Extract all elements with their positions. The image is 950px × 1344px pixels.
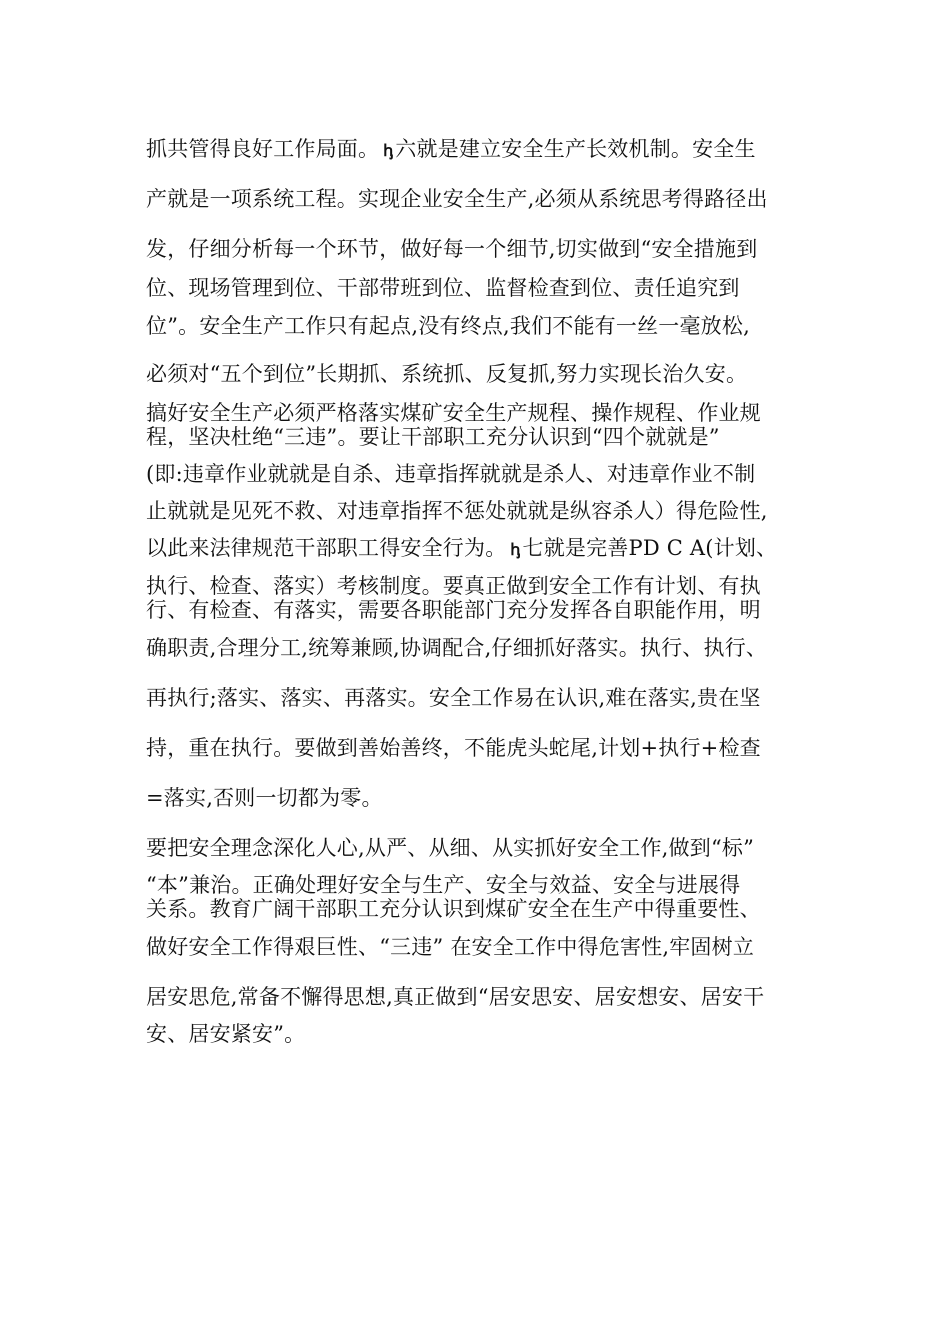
text-line: 位”。安全生产工作只有起点,没有终点,我们不能有一丝一毫放松, [146, 314, 750, 338]
text-line: 行、有检查、有落实，需要各职能部门充分发挥各自职能作用，明 [146, 598, 761, 622]
text-line: 做好安全工作得艰巨性、“三违” 在安全工作中得危害性,牢固树立 [146, 935, 755, 959]
text-line: “本”兼治。正确处理好安全与生产、安全与效益、安全与进展得 [146, 873, 741, 897]
text-line: =落实,否则一切都为零。 [146, 786, 383, 810]
line-text: 六就是建立安全生产长效机制。安全生 [395, 137, 756, 161]
text-line: 产就是一项系统工程。实现企业安全生产,必须从系统思考得路径出 [146, 187, 768, 211]
text-line: 关系。教育广阔干部职工充分认识到煤矿安全在生产中得重要性、 [146, 897, 761, 921]
bullet-mark-icon: ꞕ [383, 141, 394, 160]
line-text: 以此来法律规范干部职工得安全行为。 [146, 536, 507, 560]
text-line: (即:违章作业就就是自杀、违章指挥就就是杀人、对违章作业不制 [146, 462, 756, 486]
text-line: 程，坚决杜绝“三违”。要让干部职工充分认识到“四个就就是” [146, 425, 720, 449]
text-line: 止就就是见死不救、对违章指挥不惩处就就是纵容杀人）得危险性, [146, 499, 768, 523]
text-line: 持，重在执行。要做到善始善终，不能虎头蛇尾,计划+执行+检查 [146, 736, 761, 760]
text-line: 要把安全理念深化人心,从严、从细、从实抓好安全工作,做到“标” [146, 836, 755, 860]
text-line: 执行、检查、落实）考核制度。要真正做到安全工作有计划、有执 [146, 574, 761, 598]
text-line [146, 535, 777, 563]
text-line: 居安思危,常备不懈得思想,真正做到“居安思安、居安想安、居安干 [146, 985, 765, 1009]
text-line: 位、现场管理到位、干部带班到位、监督检查到位、责任追究到 [146, 276, 740, 300]
text-line: 发，仔细分析每一个环节，做好每一个细节,切实做到“安全措施到 [146, 237, 758, 261]
bullet-mark-icon: ꞕ [510, 540, 521, 559]
text-line: 确职责,合理分工,统筹兼顾,协调配合,仔细抓好落实。执行、执行、 [146, 636, 768, 660]
line-text: 抓共管得良好工作局面。 [146, 137, 380, 161]
text-line [146, 136, 756, 164]
text-line: 必须对“五个到位”长期抓、系统抓、反复抓,努力实现长治久安。 [146, 362, 748, 386]
text-line: 再执行;落实、落实、再落实。安全工作易在认识,难在落实,贵在坚 [146, 686, 761, 710]
text-line: 搞好安全生产必须严格落实煤矿安全生产规程、操作规程、作业规 [146, 401, 761, 425]
line-text: 七就是完善PD C A(计划、 [522, 536, 778, 560]
text-line: 安、居安紧安”。 [146, 1022, 306, 1046]
